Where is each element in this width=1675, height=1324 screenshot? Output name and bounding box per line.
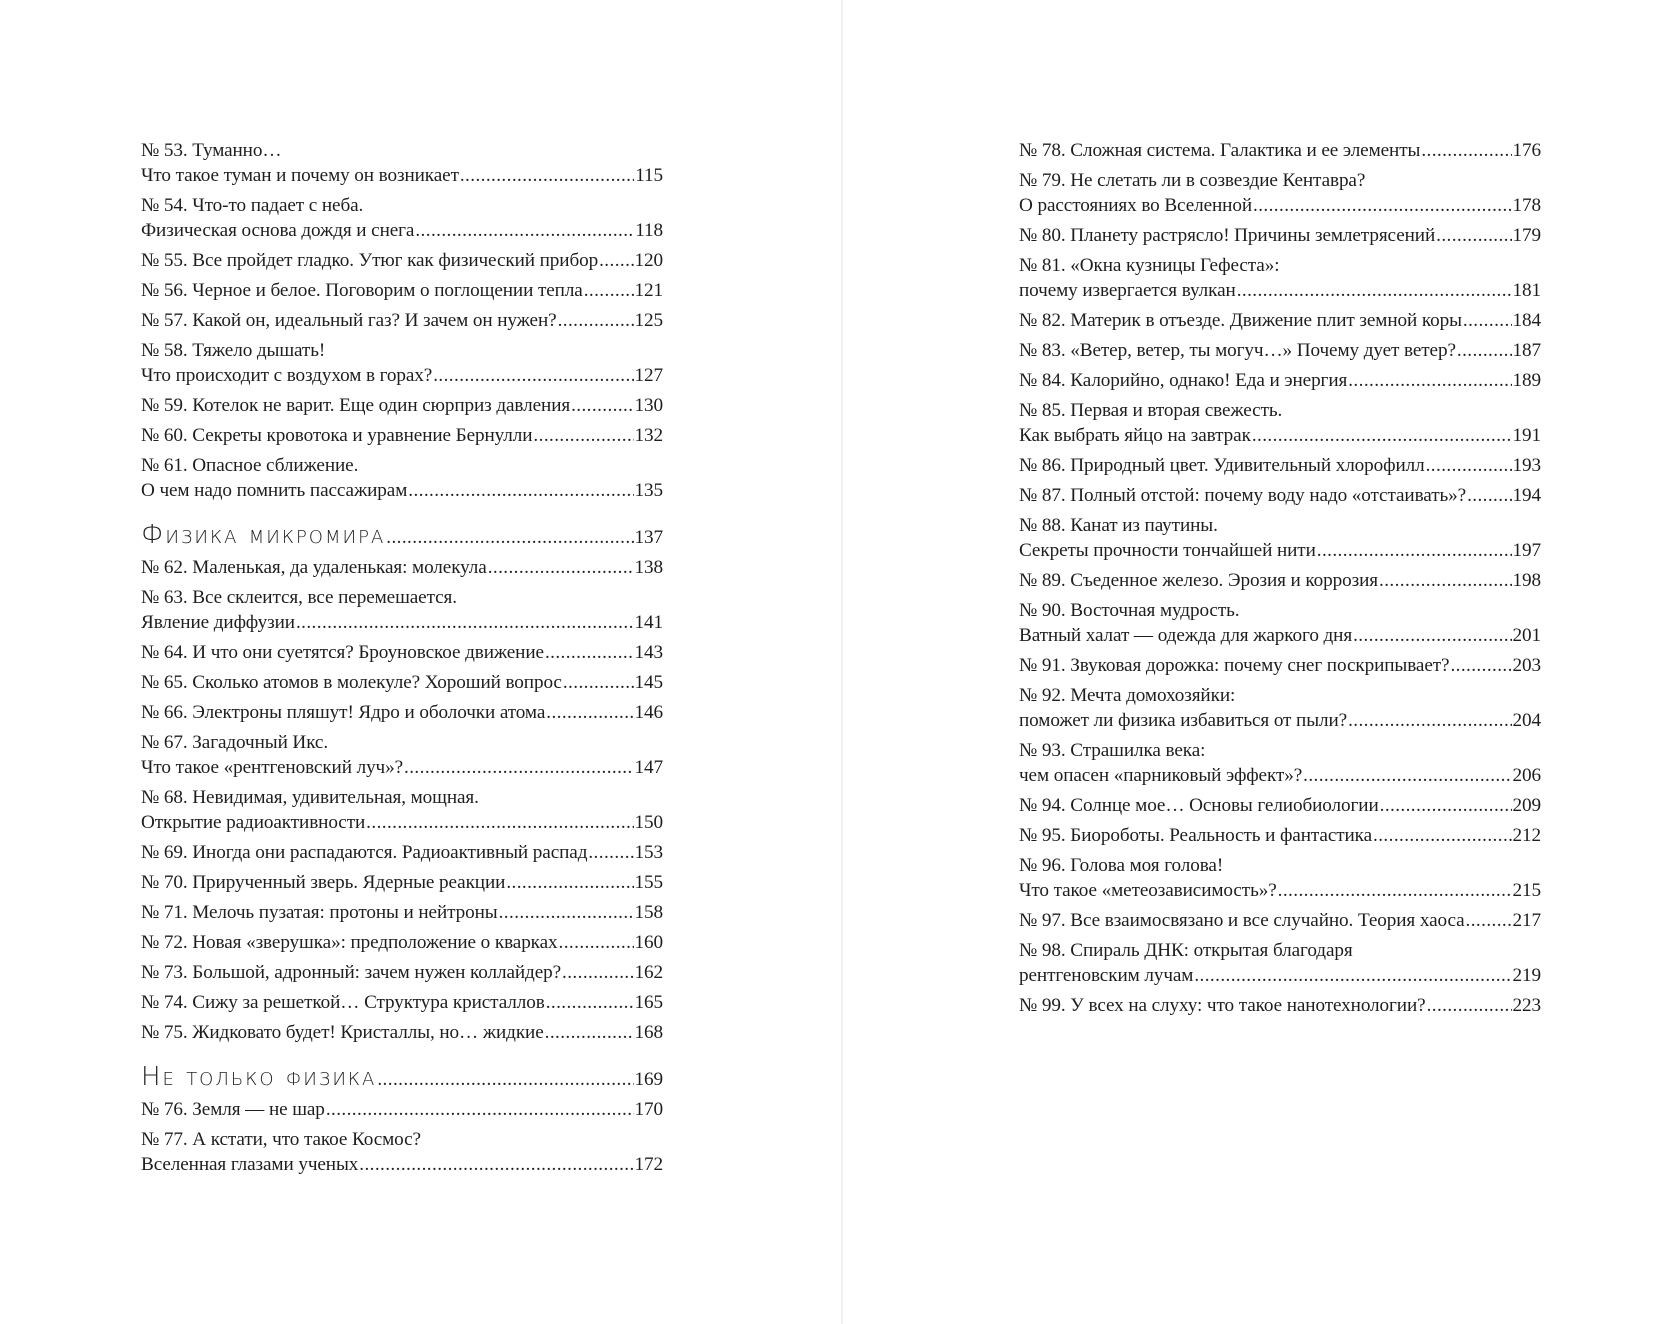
entry-title-line: Секреты прочности тончайшей нити xyxy=(1019,540,1316,561)
entry-title-line: чем опасен «парниковый эффект»? xyxy=(1019,765,1303,786)
entry-title-line: № 64. И что они суетятся? Броуновское движение xyxy=(141,642,544,663)
entry-title-line: № 76. Земля — не шар xyxy=(141,1099,325,1120)
page-number: 120 xyxy=(634,250,663,271)
toc-line-with-page xyxy=(141,423,663,448)
page-number: 138 xyxy=(634,557,663,578)
page-number: 198 xyxy=(1512,570,1541,591)
entry-title-line: Физическая основа дождя и снега xyxy=(141,220,415,241)
toc-line-with-page xyxy=(1019,878,1541,903)
entry-title-line: № 96. Голова моя голова! xyxy=(1019,855,1224,876)
toc-line-with-page xyxy=(141,163,663,188)
dot-leader xyxy=(563,670,634,695)
page-number: 197 xyxy=(1512,540,1541,561)
dot-leader xyxy=(359,1152,633,1177)
toc-entry xyxy=(1019,738,1541,788)
toc-entry xyxy=(1019,138,1541,163)
entry-title-line: № 74. Сижу за решеткой… Структура кристаллов xyxy=(141,992,545,1013)
page-number: 172 xyxy=(634,1154,663,1175)
toc-line xyxy=(141,193,663,218)
dot-leader xyxy=(546,990,634,1015)
entry-title-line: № 54. Что-то падает с неба. xyxy=(141,195,364,216)
toc-line-with-page xyxy=(1019,993,1541,1018)
toc-entry xyxy=(1019,223,1541,248)
page-number: 191 xyxy=(1512,425,1541,446)
entry-title-line: № 66. Электроны пляшут! Ядро и оболочки атома xyxy=(141,702,546,723)
toc-line-with-page xyxy=(1019,308,1541,333)
dot-leader xyxy=(1252,423,1512,448)
toc-entry xyxy=(1019,793,1541,818)
dot-leader xyxy=(499,900,634,925)
entry-title-line: № 56. Черное и белое. Поговорим о поглощении тепла xyxy=(141,280,583,301)
page-number: 181 xyxy=(1512,280,1541,301)
page-number: 178 xyxy=(1512,195,1541,216)
dot-leader xyxy=(1253,193,1512,218)
toc-entry xyxy=(141,870,663,895)
entry-title-line: № 53. Туманно… xyxy=(141,140,282,161)
page-number: 189 xyxy=(1512,370,1541,391)
entry-title-line: № 93. Страшилка века: xyxy=(1019,740,1206,761)
toc-line xyxy=(1019,513,1541,538)
entry-title-line: № 85. Первая и вторая свежесть. xyxy=(1019,400,1283,421)
dot-leader xyxy=(1278,878,1512,903)
entry-title-line: О расстояниях во Вселенной xyxy=(1019,195,1253,216)
toc-line-with-page xyxy=(141,900,663,925)
page-number: 141 xyxy=(634,612,663,633)
toc-line-with-page xyxy=(141,930,663,955)
page-number: 155 xyxy=(634,872,663,893)
page-number: 168 xyxy=(634,1022,663,1043)
page-number: 132 xyxy=(634,425,663,446)
page-number: 115 xyxy=(635,165,663,186)
toc-entry xyxy=(1019,513,1541,563)
toc-line-with-page xyxy=(141,555,663,580)
entry-title-line: № 70. Прирученный зверь. Ядерные реакции xyxy=(141,872,506,893)
toc-line-with-page xyxy=(141,363,663,388)
toc-entry xyxy=(141,730,663,780)
page-number: 145 xyxy=(634,672,663,693)
toc-line-with-page xyxy=(141,840,663,865)
page-number: 170 xyxy=(634,1099,663,1120)
section-title: Не только физика xyxy=(141,1062,377,1092)
toc-entry xyxy=(141,1020,663,1045)
entry-title-line: № 89. Съеденное железо. Эрозия и коррозия xyxy=(1019,570,1379,591)
toc-line-with-page xyxy=(141,960,663,985)
toc-line-with-page xyxy=(141,218,663,243)
entry-title-line: № 75. Жидковато будет! Кристаллы, но… жидкие xyxy=(141,1022,544,1043)
dot-leader xyxy=(1426,453,1512,478)
entry-title-line: № 94. Солнце мое… Основы гелиобиологии xyxy=(1019,795,1379,816)
toc-line-with-page xyxy=(141,755,663,780)
entry-title-line: № 80. Планету растрясло! Причины землетрясений xyxy=(1019,225,1436,246)
toc-entry xyxy=(1019,938,1541,988)
toc-entry xyxy=(1019,338,1541,363)
toc-entry xyxy=(141,585,663,635)
entry-title-line: Явление диффузии xyxy=(141,612,295,633)
toc-entry xyxy=(1019,683,1541,733)
page-number: 121 xyxy=(634,280,663,301)
toc-entry xyxy=(141,640,663,665)
dot-leader xyxy=(433,363,633,388)
page-number: 125 xyxy=(634,310,663,331)
page-number: 223 xyxy=(1512,995,1541,1016)
toc-entry xyxy=(141,338,663,388)
toc-entry xyxy=(141,555,663,580)
toc-entry xyxy=(1019,368,1541,393)
toc-line-with-page xyxy=(141,670,663,695)
page-number: 165 xyxy=(634,992,663,1013)
entry-title-line: № 84. Калорийно, однако! Еда и энергия xyxy=(1019,370,1348,391)
dot-leader xyxy=(415,218,634,243)
toc-line xyxy=(141,453,663,478)
toc-entry xyxy=(141,900,663,925)
dot-leader xyxy=(366,810,633,835)
toc-line xyxy=(141,338,663,363)
dot-leader xyxy=(408,478,633,503)
toc-section-heading xyxy=(141,1061,663,1093)
entry-title-line: Ватный халат — одежда для жаркого дня xyxy=(1019,625,1353,646)
toc-line-with-page xyxy=(141,478,663,503)
toc-entry xyxy=(1019,653,1541,678)
toc-line xyxy=(1019,683,1541,708)
entry-title-line: № 88. Канат из паутины. xyxy=(1019,515,1218,536)
dot-leader xyxy=(533,423,633,448)
toc-entry xyxy=(141,990,663,1015)
entry-title-line: № 57. Какой он, идеальный газ? И зачем он нужен? xyxy=(141,310,557,331)
dot-leader xyxy=(1353,623,1511,648)
toc-line-with-page xyxy=(141,248,663,273)
toc-line-with-page xyxy=(1019,708,1541,733)
toc-entry xyxy=(1019,598,1541,648)
entry-title-line: № 68. Невидимая, удивительная, мощная. xyxy=(141,787,479,808)
toc-line-with-page xyxy=(141,810,663,835)
entry-title-line: № 87. Полный отстой: почему воду надо «отстаивать»? xyxy=(1019,485,1467,506)
dot-leader xyxy=(545,640,634,665)
entry-title-line: № 81. «Окна кузницы Гефеста»: xyxy=(1019,255,1280,276)
dot-leader xyxy=(1373,823,1511,848)
entry-title-line: № 82. Материк в отъезде. Движение плит земной коры xyxy=(1019,310,1462,331)
toc-line-with-page xyxy=(1019,823,1541,848)
toc-line-with-page xyxy=(141,519,663,551)
entry-title-line: № 58. Тяжело дышать! xyxy=(141,340,326,361)
dot-leader xyxy=(1467,483,1511,508)
page-number: 146 xyxy=(634,702,663,723)
entry-title-line: № 78. Сложная система. Галактика и ее элементы xyxy=(1019,140,1421,161)
entry-title-line: № 95. Биороботы. Реальность и фантастика xyxy=(1019,825,1373,846)
page-number: 212 xyxy=(1512,825,1541,846)
entry-title-line: Что такое «метеозависимость»? xyxy=(1019,880,1277,901)
page-number: 215 xyxy=(1512,880,1541,901)
entry-title-line: № 63. Все склеится, все перемешается. xyxy=(141,587,457,608)
toc-line xyxy=(1019,253,1541,278)
dot-leader xyxy=(386,525,633,550)
dot-leader xyxy=(571,393,633,418)
toc-entry xyxy=(141,700,663,725)
dot-leader xyxy=(588,840,633,865)
dot-leader xyxy=(545,1020,634,1045)
entry-title-line: № 92. Мечта домохозяйки: xyxy=(1019,685,1236,706)
toc-line-with-page xyxy=(1019,538,1541,563)
toc-line-with-page xyxy=(141,1097,663,1122)
entry-title-line: № 86. Природный цвет. Удивительный хлорофилл xyxy=(1019,455,1425,476)
toc-entry xyxy=(141,308,663,333)
page-number: 201 xyxy=(1512,625,1541,646)
toc-entry xyxy=(1019,483,1541,508)
toc-entry xyxy=(1019,253,1541,303)
toc-line-with-page xyxy=(1019,423,1541,448)
toc-entry xyxy=(141,840,663,865)
toc-entry xyxy=(141,785,663,835)
entry-title-line: № 99. У всех на слуху: что такое нанотехнологии? xyxy=(1019,995,1426,1016)
page-number: 127 xyxy=(634,365,663,386)
toc-line xyxy=(1019,938,1541,963)
table-of-contents-right xyxy=(1019,138,1541,1023)
page-number: 184 xyxy=(1512,310,1541,331)
toc-line xyxy=(1019,853,1541,878)
entry-title-line: № 60. Секреты кровотока и уравнение Бернулли xyxy=(141,425,533,446)
toc-entry xyxy=(1019,453,1541,478)
dot-leader xyxy=(1379,568,1512,593)
toc-line xyxy=(1019,398,1541,423)
toc-line xyxy=(141,138,663,163)
toc-line-with-page xyxy=(141,610,663,635)
dot-leader xyxy=(1303,763,1511,788)
toc-line xyxy=(141,1127,663,1152)
toc-line-with-page xyxy=(141,700,663,725)
dot-leader xyxy=(1237,278,1512,303)
entry-title-line: № 62. Маленькая, да удаленькая: молекула xyxy=(141,557,487,578)
page-number: 217 xyxy=(1512,910,1541,931)
toc-line-with-page xyxy=(1019,278,1541,303)
entry-title-line: № 97. Все взаимосвязано и все случайно. Теория хаоса xyxy=(1019,910,1465,931)
dot-leader xyxy=(559,930,634,955)
page-number: 158 xyxy=(634,902,663,923)
toc-line-with-page xyxy=(1019,763,1541,788)
entry-title-line: почему извергается вулкан xyxy=(1019,280,1236,301)
toc-line-with-page xyxy=(141,990,663,1015)
entry-title-line: № 77. А кстати, что такое Космос? xyxy=(141,1129,421,1150)
toc-entry xyxy=(141,1097,663,1122)
toc-entry xyxy=(141,960,663,985)
entry-title-line: № 79. Не слетать ли в созвездие Кентавра? xyxy=(1019,170,1366,191)
entry-title-line: № 69. Иногда они распадаются. Радиоактивный распад xyxy=(141,842,588,863)
entry-title-line: № 72. Новая «зверушка»: предположение о кварках xyxy=(141,932,558,953)
toc-entry xyxy=(141,393,663,418)
toc-entry xyxy=(141,1127,663,1177)
entry-title-line: О чем надо помнить пассажирам xyxy=(141,480,408,501)
toc-entry xyxy=(141,193,663,243)
entry-title-line: № 83. «Ветер, ветер, ты могуч…» Почему дует ветер? xyxy=(1019,340,1456,361)
page-number: 193 xyxy=(1512,455,1541,476)
page-number: 137 xyxy=(634,527,663,548)
dot-leader xyxy=(1348,708,1511,733)
entry-title-line: № 59. Котелок не варит. Еще один сюрприз давления xyxy=(141,395,571,416)
entry-title-line: № 65. Сколько атомов в молекуле? Хороший вопрос xyxy=(141,672,562,693)
page-number: 130 xyxy=(634,395,663,416)
entry-title-line: № 98. Спираль ДНК: открытая благодаря xyxy=(1019,940,1353,961)
dot-leader xyxy=(1436,223,1511,248)
entry-title-line: Что происходит с воздухом в горах? xyxy=(141,365,433,386)
page-number: 204 xyxy=(1512,710,1541,731)
toc-entry xyxy=(141,453,663,503)
page-number: 206 xyxy=(1512,765,1541,786)
entry-title-line: № 61. Опасное сближение. xyxy=(141,455,359,476)
entry-title-line: Открытие радиоактивности xyxy=(141,812,366,833)
toc-line-with-page xyxy=(141,870,663,895)
toc-line-with-page xyxy=(141,1152,663,1177)
page-number: 118 xyxy=(635,220,663,241)
page-number: 219 xyxy=(1512,965,1541,986)
toc-line xyxy=(141,730,663,755)
page-number: 209 xyxy=(1512,795,1541,816)
toc-entry xyxy=(1019,823,1541,848)
entry-title-line: поможет ли физика избавиться от пыли? xyxy=(1019,710,1348,731)
dot-leader xyxy=(1380,793,1512,818)
dot-leader xyxy=(1427,993,1512,1018)
toc-line-with-page xyxy=(1019,623,1541,648)
dot-leader xyxy=(584,278,634,303)
page-number: 169 xyxy=(634,1069,663,1090)
toc-line xyxy=(141,585,663,610)
dot-leader xyxy=(404,755,633,780)
page-number: 147 xyxy=(634,757,663,778)
dot-leader xyxy=(296,610,634,635)
dot-leader xyxy=(1450,653,1511,678)
page-number: 179 xyxy=(1512,225,1541,246)
toc-line-with-page xyxy=(141,640,663,665)
dot-leader xyxy=(1466,908,1512,933)
toc-line xyxy=(1019,598,1541,623)
table-of-contents-left xyxy=(141,138,663,1182)
dot-leader xyxy=(1348,368,1511,393)
dot-leader xyxy=(599,248,633,273)
page-number: 162 xyxy=(634,962,663,983)
dot-leader xyxy=(1463,308,1512,333)
entry-title-line: рентгеновским лучам xyxy=(1019,965,1194,986)
dot-leader xyxy=(562,960,633,985)
toc-entry xyxy=(141,248,663,273)
dot-leader xyxy=(1421,138,1511,163)
toc-entry xyxy=(1019,398,1541,448)
page-number: 176 xyxy=(1512,140,1541,161)
entry-title-line: № 67. Загадочный Икс. xyxy=(141,732,329,753)
toc-line-with-page xyxy=(1019,338,1541,363)
toc-entry xyxy=(1019,168,1541,218)
page-number: 160 xyxy=(634,932,663,953)
toc-line-with-page xyxy=(1019,483,1541,508)
toc-line-with-page xyxy=(141,278,663,303)
toc-entry xyxy=(141,138,663,188)
toc-section-heading xyxy=(141,519,663,551)
entry-title-line: Что такое туман и почему он возникает xyxy=(141,165,459,186)
entry-title-line: № 71. Мелочь пузатая: протоны и нейтроны xyxy=(141,902,498,923)
toc-entry xyxy=(141,423,663,448)
toc-line xyxy=(1019,738,1541,763)
entry-title-line: Вселенная глазами ученых xyxy=(141,1154,359,1175)
toc-entry xyxy=(1019,853,1541,903)
toc-line-with-page xyxy=(141,393,663,418)
dot-leader xyxy=(506,870,633,895)
dot-leader xyxy=(558,308,634,333)
dot-leader xyxy=(488,555,634,580)
dot-leader xyxy=(460,163,634,188)
toc-line-with-page xyxy=(1019,963,1541,988)
page-number: 135 xyxy=(634,480,663,501)
entry-title-line: № 73. Большой, адронный: зачем нужен коллайдер? xyxy=(141,962,562,983)
toc-line-with-page xyxy=(141,308,663,333)
page-number: 143 xyxy=(634,642,663,663)
toc-line xyxy=(141,785,663,810)
toc-line-with-page xyxy=(1019,908,1541,933)
toc-line-with-page xyxy=(1019,653,1541,678)
right-page xyxy=(843,0,1675,1324)
toc-entry xyxy=(141,670,663,695)
toc-line-with-page xyxy=(1019,453,1541,478)
dot-leader xyxy=(1317,538,1512,563)
page-number: 203 xyxy=(1512,655,1541,676)
page-number: 153 xyxy=(634,842,663,863)
page-number: 187 xyxy=(1512,340,1541,361)
entry-title-line: Что такое «рентгеновский луч»? xyxy=(141,757,404,778)
section-title: Физика микромира xyxy=(141,520,386,550)
toc-line-with-page xyxy=(1019,138,1541,163)
toc-entry xyxy=(1019,308,1541,333)
toc-line-with-page xyxy=(141,1020,663,1045)
entry-title-line: Как выбрать яйцо на завтрак xyxy=(1019,425,1251,446)
entry-title-line: № 91. Звуковая дорожка: почему снег поскрипывает? xyxy=(1019,655,1450,676)
entry-title-line: № 90. Восточная мудрость. xyxy=(1019,600,1240,621)
toc-entry xyxy=(141,278,663,303)
toc-line-with-page xyxy=(1019,223,1541,248)
dot-leader xyxy=(1194,963,1511,988)
dot-leader xyxy=(1457,338,1512,363)
toc-entry xyxy=(1019,993,1541,1018)
toc-entry xyxy=(1019,908,1541,933)
page-number: 150 xyxy=(634,812,663,833)
toc-line-with-page xyxy=(1019,568,1541,593)
toc-entry xyxy=(141,930,663,955)
page-number: 194 xyxy=(1512,485,1541,506)
dot-leader xyxy=(546,700,633,725)
toc-line-with-page xyxy=(1019,793,1541,818)
entry-title-line: № 55. Все пройдет гладко. Утюг как физический прибор xyxy=(141,250,599,271)
dot-leader xyxy=(326,1097,634,1122)
toc-line-with-page xyxy=(141,1061,663,1093)
toc-entry xyxy=(1019,568,1541,593)
toc-line-with-page xyxy=(1019,193,1541,218)
toc-line-with-page xyxy=(1019,368,1541,393)
toc-line xyxy=(1019,168,1541,193)
dot-leader xyxy=(377,1067,633,1092)
